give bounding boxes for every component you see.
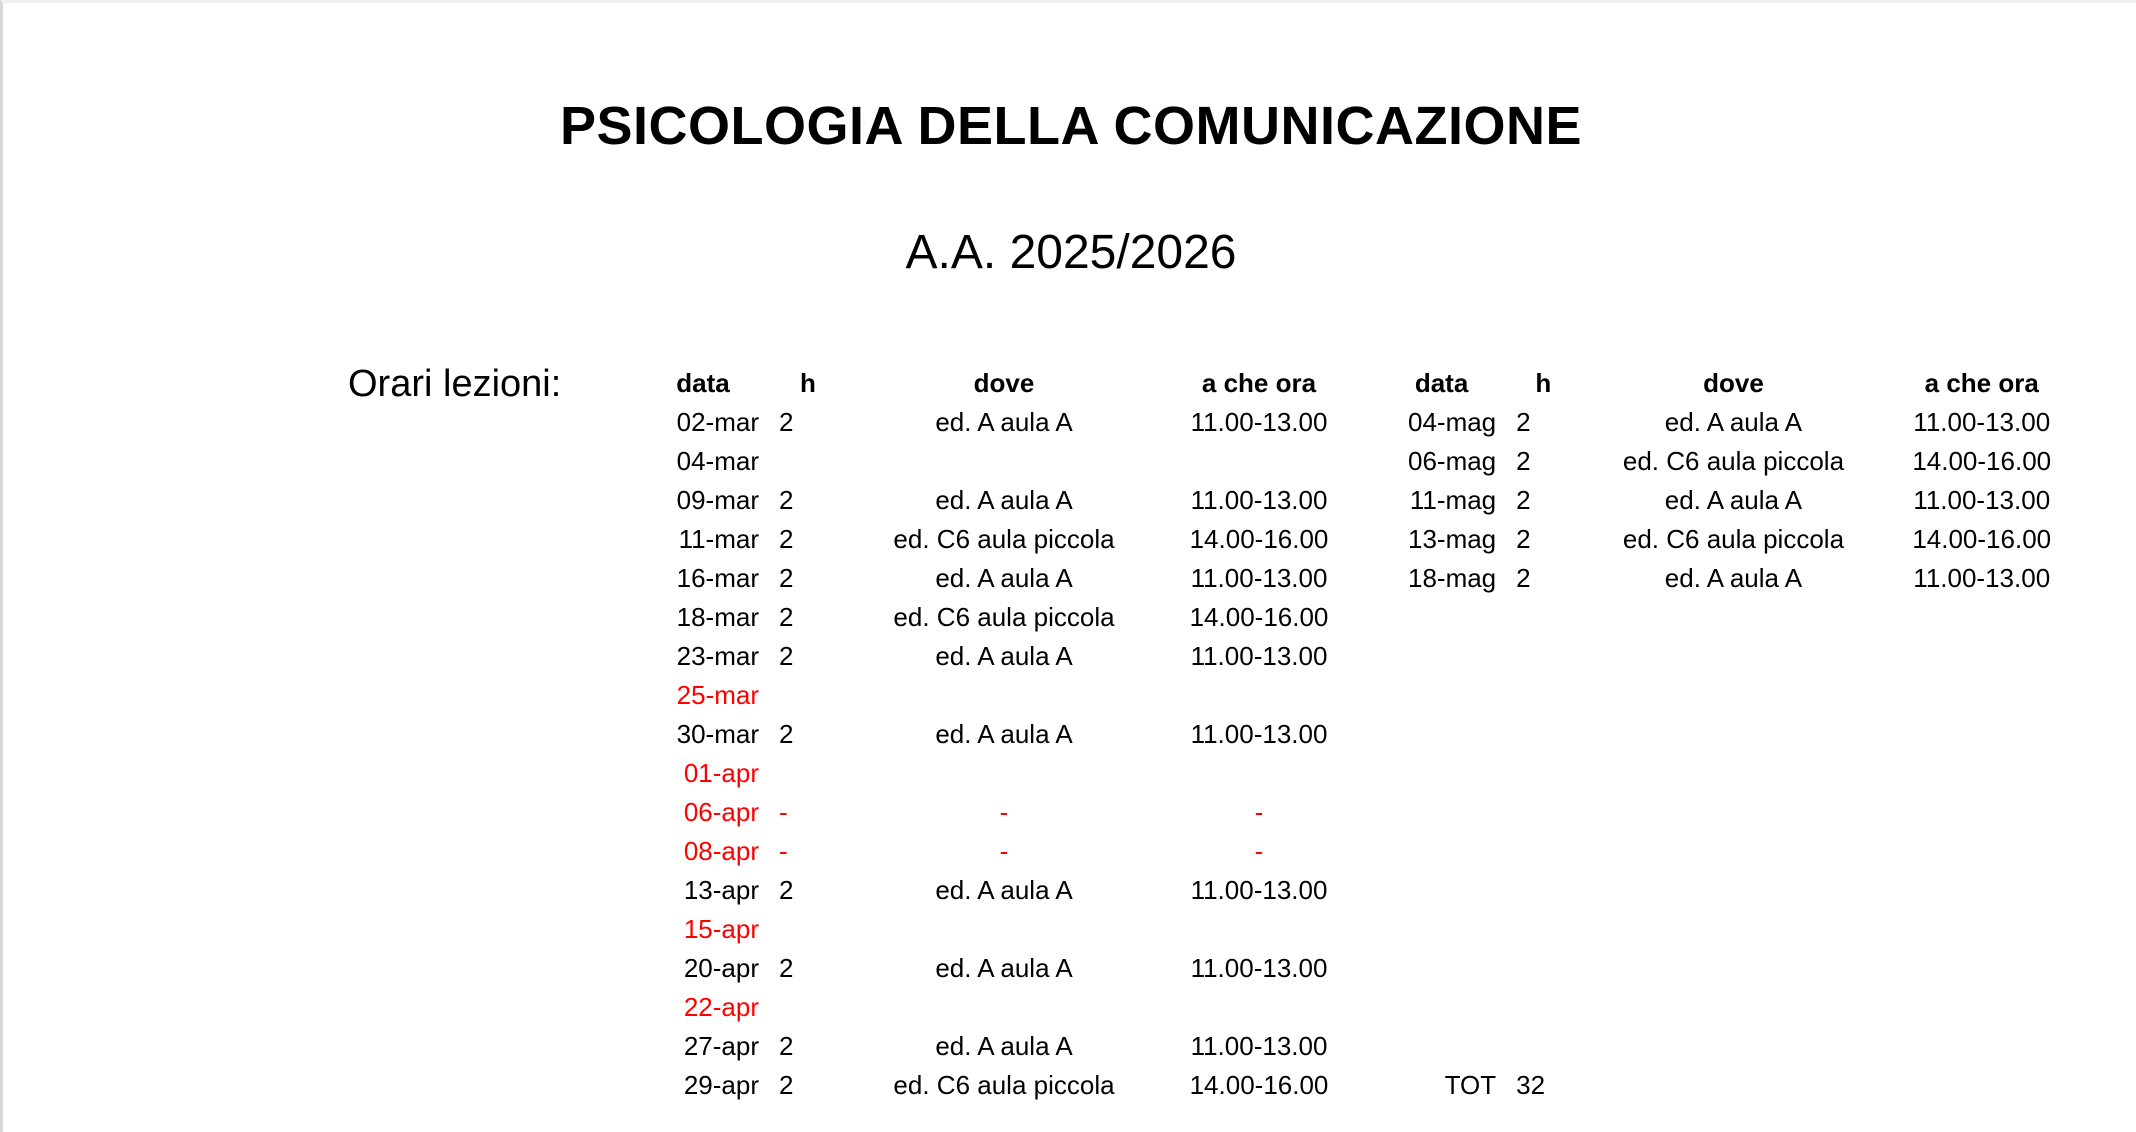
cell-location (1582, 1027, 1884, 1066)
cell-hours: 2 (779, 563, 794, 593)
column-header-h: h (800, 368, 816, 398)
cell-data (1379, 871, 1504, 910)
cell-location (849, 910, 1159, 949)
cell-hours (1504, 676, 1582, 715)
cell-location (1582, 988, 1884, 1027)
cell-hours: 2 (779, 953, 794, 983)
cell-location (1582, 793, 1884, 832)
cell-location (1582, 832, 1884, 871)
column-header-ora: a che ora (1201, 368, 1317, 398)
cell-data: 11-mag (1409, 485, 1497, 515)
table-row (639, 793, 1359, 832)
cell-time (1884, 988, 2079, 1027)
cell-location: ed. A aula A (935, 719, 1073, 749)
cell-hours (1504, 949, 1582, 988)
cell-time: 11.00-13.00 (1190, 875, 1328, 905)
cell-time: 11.00-13.00 (1190, 953, 1328, 983)
cell-data: 15-apr (683, 914, 759, 944)
cell-data: 11-mar (678, 524, 759, 554)
column-header-dove: dove (973, 368, 1035, 398)
cell-hours: 2 (779, 485, 794, 515)
cell-data (1379, 676, 1504, 715)
cell-data (1379, 715, 1504, 754)
cell-location (1582, 871, 1884, 910)
cell-data (1379, 832, 1504, 871)
cell-time: 11.00-13.00 (1190, 1031, 1328, 1061)
table-header-row (1379, 363, 2079, 403)
table-row (1379, 676, 2079, 715)
cell-location: ed. A aula A (935, 563, 1073, 593)
table-row (639, 715, 1359, 754)
cell-location: - (999, 836, 1009, 866)
cell-data: 30-mar (676, 719, 759, 749)
cell-location (849, 754, 1159, 793)
cell-data (1379, 598, 1504, 637)
cell-data: 25-mar (676, 680, 759, 710)
cell-hours (767, 442, 849, 481)
cell-data: 01-apr (683, 758, 759, 788)
cell-time (1884, 754, 2079, 793)
cell-time (1159, 442, 1359, 481)
cell-time: 11.00-13.00 (1913, 563, 2051, 593)
page-title: PSICOLOGIA DELLA COMUNICAZIONE (560, 96, 1582, 156)
cell-time (1159, 754, 1359, 793)
cell-data: 20-apr (683, 953, 759, 983)
table-row (1379, 715, 2079, 754)
cell-hours (767, 910, 849, 949)
cell-time (1884, 715, 2079, 754)
table-row (639, 871, 1359, 910)
cell-hours: 2 (779, 602, 794, 632)
table-row (639, 442, 1359, 481)
table-row (639, 559, 1359, 598)
cell-hours: 2 (779, 407, 794, 437)
cell-hours (767, 676, 849, 715)
cell-time (1884, 871, 2079, 910)
cell-time: 11.00-13.00 (1190, 485, 1328, 515)
cell-hours: 2 (1516, 407, 1531, 437)
cell-hours (1504, 637, 1582, 676)
cell-data: 04-mar (676, 446, 759, 476)
table-row (639, 988, 1359, 1027)
cell-time: 11.00-13.00 (1190, 719, 1328, 749)
cell-time (1159, 676, 1359, 715)
cell-time: 14.00-16.00 (1189, 524, 1329, 554)
cell-hours: 2 (1516, 563, 1531, 593)
cell-hours (1504, 871, 1582, 910)
cell-data: 06-mag (1407, 446, 1497, 476)
cell-data: 29-apr (683, 1070, 759, 1100)
cell-location: ed. A aula A (935, 953, 1073, 983)
cell-time (1884, 793, 2079, 832)
table-row (639, 754, 1359, 793)
cell-location (1582, 598, 1884, 637)
cell-location (1582, 715, 1884, 754)
table-row (639, 832, 1359, 871)
table-row (1379, 832, 2079, 871)
column-header-h: h (1535, 368, 1552, 398)
cell-data (1379, 754, 1504, 793)
cell-location: ed. C6 aula piccola (893, 602, 1115, 632)
table-row (1379, 988, 2079, 1027)
cell-time: 14.00-16.00 (1912, 446, 2052, 476)
cell-location: ed. A aula A (1664, 485, 1803, 515)
table-row (639, 910, 1359, 949)
table-row (639, 1027, 1359, 1066)
cell-location (1582, 676, 1884, 715)
cell-hours (1504, 754, 1582, 793)
table-row (639, 676, 1359, 715)
column-header-data: data (676, 368, 730, 398)
cell-data (1379, 988, 1504, 1027)
column-header-ora: a che ora (1924, 368, 2039, 398)
cell-data: 09-mar (676, 485, 759, 515)
table-row (1379, 520, 2079, 559)
cell-data (1379, 793, 1504, 832)
cell-data (1379, 637, 1504, 676)
cell-data: 22-apr (683, 992, 759, 1022)
cell-hours: 2 (1516, 485, 1531, 515)
cell-location: ed. C6 aula piccola (893, 524, 1115, 554)
cell-location: ed. A aula A (1664, 407, 1803, 437)
cell-location: ed. A aula A (1664, 563, 1803, 593)
cell-data: 18-mag (1407, 563, 1497, 593)
cell-hours (1504, 1027, 1582, 1066)
schedule-table-right (1379, 363, 2079, 1105)
cell-time (1884, 910, 2079, 949)
cell-hours: 2 (1516, 446, 1531, 476)
cell-hours (1504, 598, 1582, 637)
table-row (639, 1066, 1359, 1105)
cell-time: 11.00-13.00 (1913, 485, 2051, 515)
cell-hours: 2 (779, 524, 794, 554)
cell-time: 11.00-13.00 (1190, 563, 1328, 593)
cell-hours: - (779, 836, 788, 866)
schedule-label: Orari lezioni: (348, 363, 562, 405)
cell-hours: 2 (779, 875, 794, 905)
cell-data: 23-mar (676, 641, 759, 671)
cell-data: 13-apr (683, 875, 759, 905)
cell-time: 14.00-16.00 (1912, 524, 2052, 554)
cell-hours: 2 (779, 1070, 794, 1100)
cell-location: ed. A aula A (935, 407, 1073, 437)
table-row (1379, 871, 2079, 910)
cell-hours: 2 (779, 719, 794, 749)
cell-location: - (999, 797, 1009, 827)
table-row (1379, 481, 2079, 520)
cell-location (1582, 637, 1884, 676)
cell-location: ed. C6 aula piccola (1622, 446, 1845, 476)
academic-year-subtitle: A.A. 2025/2026 (905, 226, 1237, 279)
column-header-dove: dove (1703, 368, 1764, 398)
cell-location: ed. C6 aula piccola (1622, 524, 1845, 554)
cell-hours: 2 (779, 641, 794, 671)
cell-data: 04-mag (1407, 407, 1497, 437)
cell-data: 16-mar (676, 563, 759, 593)
cell-data: 18-mar (676, 602, 759, 632)
cell-data: 02-mar (676, 407, 759, 437)
table-row (1379, 1066, 2079, 1105)
table-row (1379, 442, 2079, 481)
cell-location: ed. A aula A (935, 485, 1073, 515)
cell-location (849, 442, 1159, 481)
table-row (639, 637, 1359, 676)
table-row (1379, 403, 2079, 442)
cell-hours (767, 754, 849, 793)
cell-location (1582, 910, 1884, 949)
cell-location: ed. A aula A (935, 875, 1073, 905)
cell-hours: 2 (1516, 524, 1531, 554)
table-row (1379, 1027, 2079, 1066)
cell-time (1159, 988, 1359, 1027)
table-row (639, 481, 1359, 520)
cell-time (1884, 832, 2079, 871)
cell-data (1379, 1027, 1504, 1066)
column-header-data: data (1414, 368, 1469, 398)
cell-location (849, 676, 1159, 715)
cell-location (1582, 949, 1884, 988)
table-row (1379, 598, 2079, 637)
cell-hours (1504, 832, 1582, 871)
table-row (639, 403, 1359, 442)
cell-hours: - (779, 797, 788, 827)
cell-time (1884, 1066, 2079, 1105)
cell-time: - (1254, 797, 1264, 827)
cell-location: ed. A aula A (935, 641, 1073, 671)
table-row (1379, 559, 2079, 598)
cell-hours: 32 (1516, 1070, 1546, 1100)
cell-hours (1504, 988, 1582, 1027)
cell-time: - (1254, 836, 1264, 866)
cell-time (1884, 949, 2079, 988)
cell-time: 11.00-13.00 (1190, 641, 1328, 671)
cell-hours (1504, 715, 1582, 754)
schedule-table-left (639, 363, 1359, 1105)
cell-data: 06-apr (683, 797, 759, 827)
cell-time: 14.00-16.00 (1189, 1070, 1329, 1100)
cell-time: 11.00-13.00 (1913, 407, 2051, 437)
table-row (1379, 637, 2079, 676)
cell-data: 08-apr (683, 836, 759, 866)
cell-time (1159, 910, 1359, 949)
table-header-row (639, 363, 1359, 403)
table-row (1379, 949, 2079, 988)
cell-time: 14.00-16.00 (1189, 602, 1329, 632)
cell-hours (767, 988, 849, 1027)
cell-location: ed. A aula A (935, 1031, 1073, 1061)
cell-time (1884, 676, 2079, 715)
cell-data: 13-mag (1407, 524, 1497, 554)
cell-time (1884, 1027, 2079, 1066)
cell-time: 11.00-13.00 (1190, 407, 1328, 437)
cell-data: TOT (1444, 1070, 1497, 1100)
cell-time (1884, 637, 2079, 676)
cell-hours (1504, 910, 1582, 949)
cell-location (1582, 1066, 1884, 1105)
table-row (1379, 754, 2079, 793)
table-row (639, 949, 1359, 988)
cell-location (849, 988, 1159, 1027)
table-row (1379, 910, 2079, 949)
cell-data: 27-apr (683, 1031, 759, 1061)
table-row (1379, 793, 2079, 832)
cell-data (1379, 910, 1504, 949)
cell-time (1884, 598, 2079, 637)
cell-location: ed. C6 aula piccola (893, 1070, 1115, 1100)
cell-hours (1504, 793, 1582, 832)
table-row (639, 520, 1359, 559)
cell-location (1582, 754, 1884, 793)
table-row (639, 598, 1359, 637)
cell-hours: 2 (779, 1031, 794, 1061)
cell-data (1379, 949, 1504, 988)
